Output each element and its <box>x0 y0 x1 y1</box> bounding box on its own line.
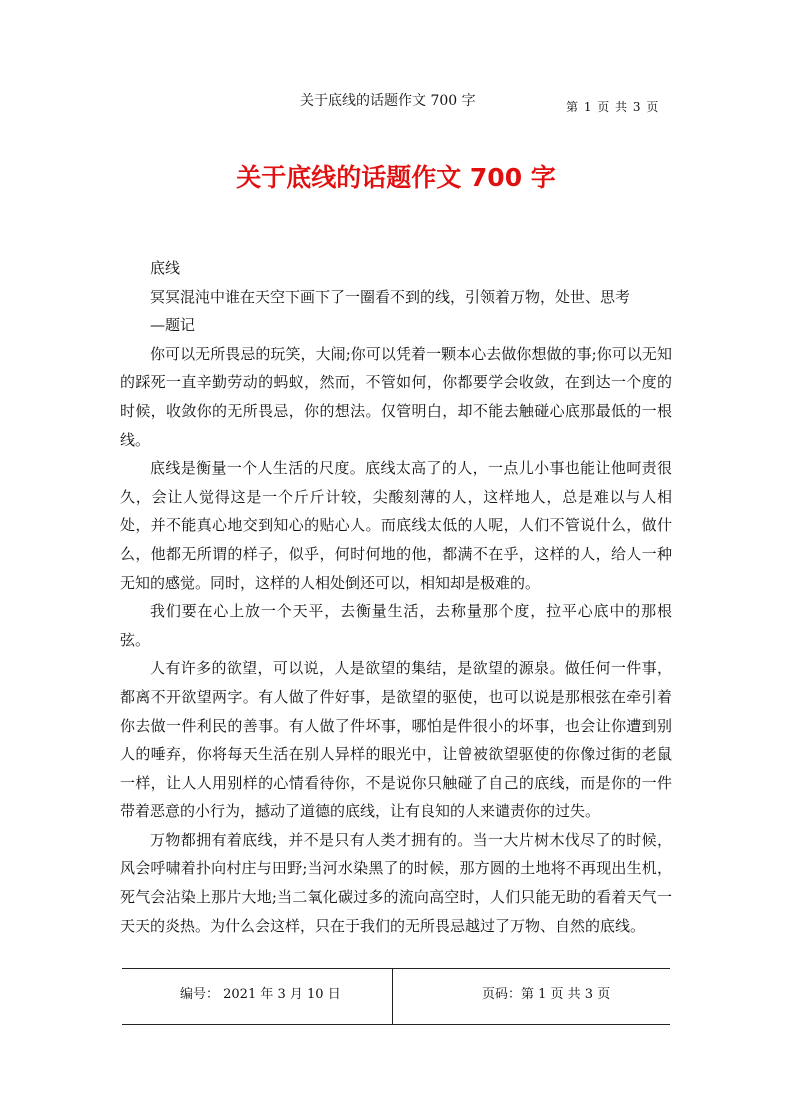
footer-serial-date: 编号： 2021 年 3 月 10 日 <box>180 987 341 1002</box>
paragraph-2: 底线是衡量一个人生活的尺度。底线太高了的人，一点儿小事也能让他呵责很久，会让人觉得这是一个斤斤计较，尖酸刻薄的人，这样地人，总是难以与人相处，并不能真心地交到知心的贴心人。而底线太低的人呢，人们不管说什么，做什么，他都无所谓的样子，似乎，何时何地的他，都满不在乎，这样的人，给人一种无知的感觉。同时，这样的人相处倒还可以，相知却是极难的。 <box>120 459 672 592</box>
header-title: 关于底线的话题作文 700 字 <box>300 93 476 109</box>
footer-divider <box>392 969 393 1024</box>
paragraph-1: 你可以无所畏忌的玩笑，大闹;你可以凭着一颗本心去做你想做的事;你可以无知的踩死一直辛勤劳动的蚂蚁，然而，不管如何，你都要学会收敛，在到达一个度的时候，收敛你的无所畏忌，你的想法。仅管明白，却不能去触碰心底那最低的一根线。 <box>120 344 672 449</box>
document-title: 关于底线的话题作文 700 字 <box>236 163 556 192</box>
paragraph-5: 万物都拥有着底线，并不是只有人类才拥有的。当一大片树木伐尽了的时候，风会呼啸着扑向村庄与田野;当河水染黑了的时候，那方圆的土地将不再现出生机，死气会沾染上那片大地;当二氧化碳过多的流向高空时，人们只能无助的看着天气一天天的炎热。为什么会这样，只在于我们的无所畏忌越过了万物、自然的底线。 <box>120 830 672 935</box>
footer-page-number: 页码：第 1 页 共 3 页 <box>482 987 611 1002</box>
paragraph-3: 我们要在心上放一个天平，去衡量生活，去称量那个度，拉平心底中的那根弦。 <box>120 602 672 649</box>
paragraph-4: 人有许多的欲望，可以说，人是欲望的集结，是欲望的源泉。做任何一件事，都离不开欲望两字。有人做了件好事，是欲望的驱使，也可以说是那根弦在牵引着你去做一件利民的善事。有人做了件坏事，哪怕是件很小的坏事，也会让你遭到别人的唾弃，你将每天生活在别人异样的眼光中，让曾被欲望驱使的你像过街的老鼠一样，让人人用别样的心情看待你，不是说你只触碰了自己的底线，而是你的一件带着恶意的小行为，撼动了道德的底线，让有良知的人来谴责你的过失。 <box>120 659 672 821</box>
footer-table <box>122 968 670 1025</box>
epigraph-signature: —题记 <box>150 316 196 335</box>
epigraph-text: 冥冥混沌中谁在天空下画下了一圈看不到的线，引领着万物，处世、思考 <box>150 287 631 306</box>
header-page-info: 第 1 页 共 3 页 <box>566 100 660 114</box>
article-body <box>120 254 672 940</box>
article-heading: 底线 <box>150 259 181 277</box>
